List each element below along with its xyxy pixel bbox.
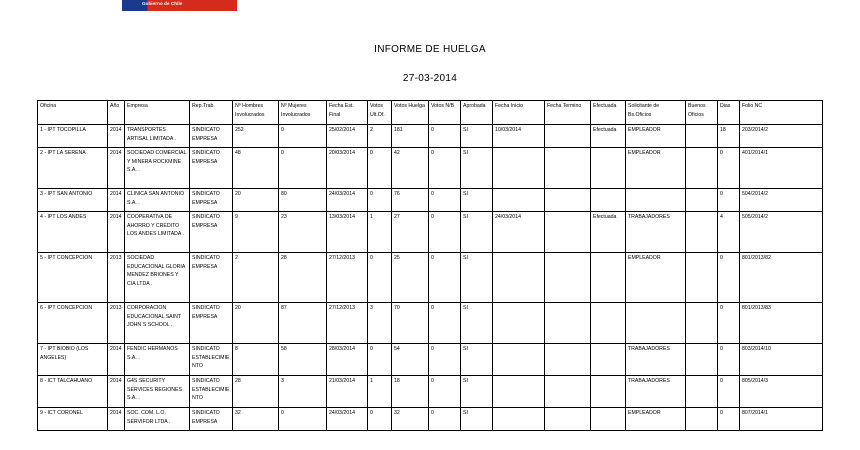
table-cell: 0 (718, 408, 740, 431)
table-cell: Efectuada (591, 212, 626, 253)
table-cell: 0 (718, 344, 740, 376)
table-cell: 25 (392, 253, 429, 303)
table-cell: 0 (368, 189, 392, 212)
report-title: INFORME DE HUELGA (374, 44, 486, 55)
table-cell: EMPLEADOR (626, 253, 686, 303)
column-header: Dias (718, 101, 740, 125)
table-cell (686, 344, 718, 376)
table-cell: 27/12/2013 (327, 253, 368, 303)
table-cell: 32 (392, 408, 429, 431)
table-cell: 401/2014/1 (740, 148, 823, 189)
table-cell: SOC. COM. L.O. SERVIFOR LTDA . (125, 408, 190, 431)
table-cell: 20 (233, 189, 279, 212)
table-cell: SINDICATO EMPRESA (190, 148, 233, 189)
table-row (38, 376, 823, 408)
table-cell (493, 148, 545, 189)
table-cell: 18 (718, 125, 740, 148)
table-row (38, 189, 823, 212)
table-cell: 10/03/2014 (493, 125, 545, 148)
table-cell: 0 (429, 344, 461, 376)
table-cell: 0 (718, 376, 740, 408)
table-cell (591, 253, 626, 303)
table-cell: 1 (368, 212, 392, 253)
column-header: Fecha Termino (545, 101, 591, 125)
table-cell: 0 (279, 148, 327, 189)
table-cell: 0 (429, 125, 461, 148)
table-cell (545, 125, 591, 148)
table-cell: 24/03/2014 (327, 189, 368, 212)
column-header: Folio NC (740, 101, 823, 125)
table-cell: SINDICATO EMPRESA (190, 212, 233, 253)
table-cell: SI (461, 148, 493, 189)
table-cell: 2014 (108, 344, 125, 376)
table-cell: 2014 (108, 125, 125, 148)
table-cell: 70 (392, 303, 429, 344)
table-cell: CORPORACION EDUCACIONAL SAINT JOHN`S SCHOOL . (125, 303, 190, 344)
strike-report-table (37, 100, 823, 431)
column-header: Nº Mujeres Involucrados (279, 101, 327, 125)
table-cell: SI (461, 189, 493, 212)
table-cell: 27 (392, 212, 429, 253)
table-cell (591, 344, 626, 376)
table-cell: 252 (233, 125, 279, 148)
table-cell (545, 344, 591, 376)
table-cell: 803/2014/10 (740, 344, 823, 376)
column-header: Votos Huelga (392, 101, 429, 125)
column-header: Efectuada (591, 101, 626, 125)
table-cell (686, 303, 718, 344)
table-cell (493, 303, 545, 344)
table-cell (493, 344, 545, 376)
table-cell: 0 (429, 253, 461, 303)
table-cell: 28 (279, 253, 327, 303)
table-cell: 801/2013/83 (740, 303, 823, 344)
table-cell: 32 (233, 408, 279, 431)
table-cell: 2014 (108, 189, 125, 212)
table-cell (545, 189, 591, 212)
table-cell: 48 (233, 148, 279, 189)
table-cell (591, 408, 626, 431)
table-cell: 9 (233, 212, 279, 253)
table-cell: 3 - IPT SAN ANTONIO (38, 189, 108, 212)
table-cell: 0 (429, 408, 461, 431)
table-row (38, 125, 823, 148)
table-cell: 42 (392, 148, 429, 189)
table-cell (545, 253, 591, 303)
table-cell: 27/12/2013 (327, 303, 368, 344)
table-cell (686, 253, 718, 303)
table-cell: 1 - IPT TOCOPILLA (38, 125, 108, 148)
table-cell (591, 189, 626, 212)
table-cell: 28 (233, 376, 279, 408)
table-cell (686, 212, 718, 253)
table-cell: 9 - ICT CORONEL (38, 408, 108, 431)
table-cell: TRABAJADORES (626, 344, 686, 376)
table-cell: TRABAJADORES (626, 212, 686, 253)
table-cell: 2014 (108, 212, 125, 253)
table-cell (686, 408, 718, 431)
table-cell: 0 (718, 148, 740, 189)
table-cell: 0 (368, 148, 392, 189)
table-cell: 54 (392, 344, 429, 376)
table-row (38, 303, 823, 344)
table-cell (545, 376, 591, 408)
table-cell: 805/2014/3 (740, 376, 823, 408)
column-header: Rep.Trab. (190, 101, 233, 125)
table-cell (545, 148, 591, 189)
table-cell: SOCIEDAD EDUCACIONAL GLORIA MENDEZ BRIONES Y CIA LTDA . (125, 253, 190, 303)
table-cell: SI (461, 253, 493, 303)
table-cell: 58 (279, 344, 327, 376)
table-cell: SI (461, 212, 493, 253)
table-cell: 2013 (108, 303, 125, 344)
column-header: Empresa (125, 101, 190, 125)
table-cell: 8 - ICT TALCAHUANO (38, 376, 108, 408)
table-cell (493, 408, 545, 431)
table-cell: SI (461, 303, 493, 344)
table-cell (591, 303, 626, 344)
table-cell: 0 (429, 148, 461, 189)
table-cell: 0 (279, 125, 327, 148)
table-cell (686, 189, 718, 212)
table-cell: 6 - IPT CONCEPCION (38, 303, 108, 344)
column-header: Oficina (38, 101, 108, 125)
table-cell: 807/2014/1 (740, 408, 823, 431)
table-cell (686, 125, 718, 148)
table-cell (545, 303, 591, 344)
table-cell: 87 (279, 303, 327, 344)
table-cell: 7 - IPT BIOBIO (LOS ANGELES) (38, 344, 108, 376)
table-cell: 203/2014/2 (740, 125, 823, 148)
table-cell (626, 303, 686, 344)
column-header: Solicitante de Bs.Oficios (626, 101, 686, 125)
table-cell: TRABAJADORES (626, 376, 686, 408)
table-cell: 3 (279, 376, 327, 408)
column-header: Aprobada (461, 101, 493, 125)
table-cell: 2 - IPT LA SERENA (38, 148, 108, 189)
table-cell: 801/2013/82 (740, 253, 823, 303)
table-cell (626, 189, 686, 212)
table-cell: EMPLEADOR (626, 148, 686, 189)
table-cell (493, 253, 545, 303)
table-cell (686, 148, 718, 189)
table-cell: SI (461, 344, 493, 376)
table-cell: 505/2014/2 (740, 212, 823, 253)
logo-text: Gobierno de Chile (142, 1, 183, 6)
table-cell: 0 (718, 303, 740, 344)
table-cell: 0 (368, 408, 392, 431)
table-cell: 4 - IPT LOS ANDES (38, 212, 108, 253)
table-cell: 0 (429, 212, 461, 253)
column-header: Fecha Inicio (493, 101, 545, 125)
table-cell: 23 (279, 212, 327, 253)
report-date: 27-03-2014 (402, 73, 458, 84)
table-cell: 4 (718, 212, 740, 253)
table-row (38, 148, 823, 189)
column-header: Fecha Est. Final (327, 101, 368, 125)
table-cell: 21/03/2014 (327, 376, 368, 408)
table-cell: 25/02/2014 (327, 125, 368, 148)
table-cell: 2 (233, 253, 279, 303)
table-cell: SINDICATO EMPRESA (190, 253, 233, 303)
table-cell: G4S SECURITY SERVICES REGIONES S.A. . (125, 376, 190, 408)
table-cell: SINDICATO ESTABLECIMIENTO (190, 344, 233, 376)
table-cell: SINDICATO EMPRESA (190, 189, 233, 212)
column-header: Nº Hombres Involucrados (233, 101, 279, 125)
table-cell (545, 212, 591, 253)
table-cell: 28/03/2014 (327, 344, 368, 376)
table-cell: 0 (429, 189, 461, 212)
table-cell: 181 (392, 125, 429, 148)
table-row (38, 344, 823, 376)
table-cell: Efectuada (591, 125, 626, 148)
table-cell: TRANSPORTES ARTISAL LIMITADA . (125, 125, 190, 148)
table-cell: 24/03/2014 (493, 212, 545, 253)
table-cell: 0 (429, 376, 461, 408)
table-cell: 0 (279, 408, 327, 431)
table-cell: 2014 (108, 148, 125, 189)
table-cell: 13/03/2014 (327, 212, 368, 253)
table-row (38, 212, 823, 253)
table-cell: 20/03/2014 (327, 148, 368, 189)
table-cell (686, 376, 718, 408)
table-cell: SINDICATO ESTABLECIMIENTO (190, 376, 233, 408)
table-cell: 5 - IPT CONCEPCION (38, 253, 108, 303)
table-cell: FENDIC HERMANOS S.A. . (125, 344, 190, 376)
table-cell (493, 376, 545, 408)
table-cell (545, 408, 591, 431)
column-header: Buenos Oficios (686, 101, 718, 125)
table-cell: COOPERATIVA DE AHORRO Y CREDITO LOS ANDES LIMITADA . (125, 212, 190, 253)
table-cell: SOCIEDAD COMERCIAL Y MINERA ROCKMINE S.A. . (125, 148, 190, 189)
table-cell: 2013 (108, 253, 125, 303)
table-cell: 18 (392, 376, 429, 408)
table-row (38, 253, 823, 303)
table-cell: 3 (368, 303, 392, 344)
table-cell: SINDICATO EMPRESA (190, 408, 233, 431)
header-row (38, 101, 823, 125)
table-cell: 0 (718, 189, 740, 212)
table-cell: SINDICATO EMPRESA (190, 303, 233, 344)
table-cell (591, 148, 626, 189)
table-cell (591, 376, 626, 408)
table-cell: 0 (368, 344, 392, 376)
table-cell: SI (461, 125, 493, 148)
table-cell: 8 (233, 344, 279, 376)
table-cell: 2 (368, 125, 392, 148)
column-header: Votos Ult.Of. (368, 101, 392, 125)
table-cell (493, 189, 545, 212)
table-cell: CLINICA SAN ANTONIO S.A. . (125, 189, 190, 212)
column-header: Votos N/B (429, 101, 461, 125)
table-cell: 76 (392, 189, 429, 212)
table-cell: 80 (279, 189, 327, 212)
table-cell: 0 (368, 253, 392, 303)
column-header: Año (108, 101, 125, 125)
table-cell: 1 (368, 376, 392, 408)
table-cell: 2014 (108, 376, 125, 408)
table-cell: 0 (718, 253, 740, 303)
table-cell: SI (461, 376, 493, 408)
table-cell: 2014 (108, 408, 125, 431)
table-cell: EMPLEADOR (626, 408, 686, 431)
table-cell: 0 (429, 303, 461, 344)
table-cell: 504/2014/2 (740, 189, 823, 212)
table-cell: SI (461, 408, 493, 431)
table-cell: 20 (233, 303, 279, 344)
table-row (38, 408, 823, 431)
table-cell: 24/03/2014 (327, 408, 368, 431)
table-cell: EMPLEADOR (626, 125, 686, 148)
table-cell: SINDICATO EMPRESA (190, 125, 233, 148)
